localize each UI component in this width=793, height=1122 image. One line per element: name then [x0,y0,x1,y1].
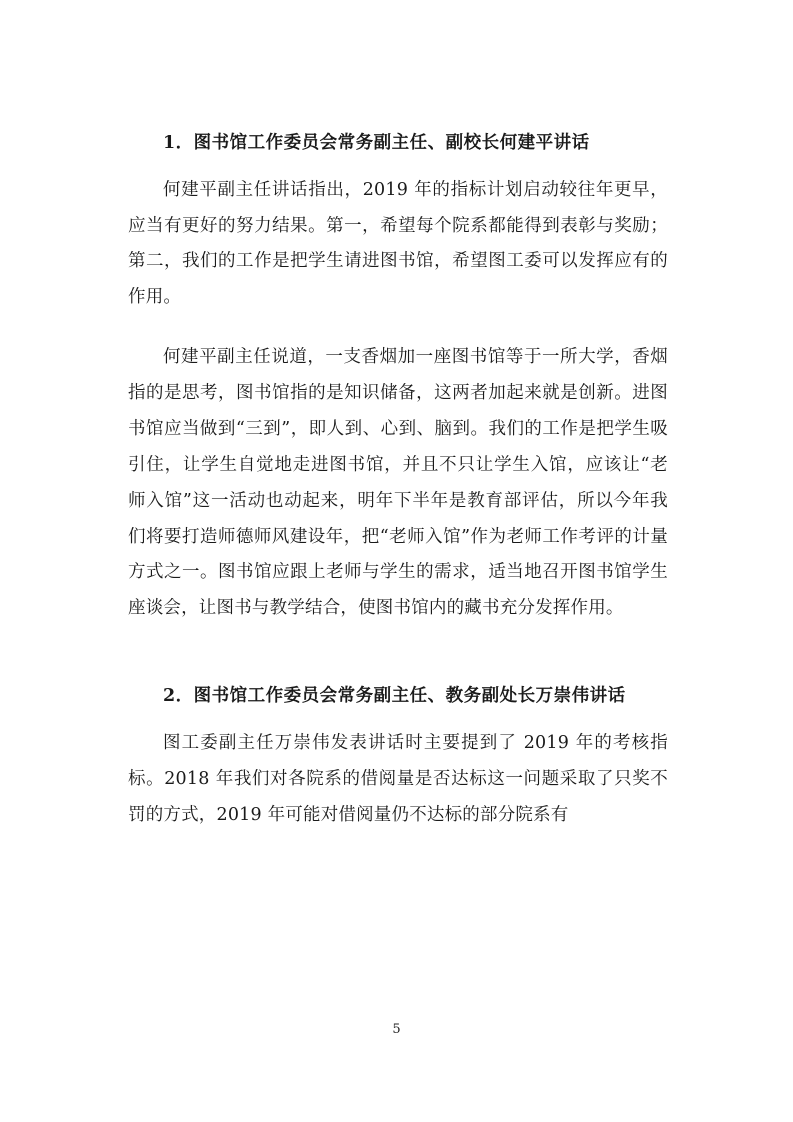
paragraph: 图工委副主任万崇伟发表讲话时主要提到了 2019 年的考核指标。2018 年我们对各院系的借阅量是否达标这一问题采取了只奖不罚的方式，2019 年可能对借阅量仍不达标的部分院系有 [128,732,668,825]
paragraph: 何建平副主任讲话指出，2019 年的指标计划启动较往年更早，应当有更好的努力结果。第一，希望每个院系都能得到表彰与奖励；第二，我们的工作是把学生请进图书馆，希望图工委可以发挥应有的作用。 [128,179,668,308]
paragraph-spacer [128,324,668,340]
section-heading-2: 2．图书馆工作委员会常务副主任、教务副处长万崇伟讲话 [163,686,626,707]
page-content [128,128,668,841]
page-number: 5 [392,1022,401,1037]
paragraph: 何建平副主任说道，一支香烟加一座图书馆等于一所大学，香烟指的是思考，图书馆指的是知识储备，这两者加起来就是创新。进图书馆应当做到“三到”，即人到、心到、脑到。我们的工作是把学生吸引住，让学生自觉地走进图书馆，并且不只让学生入馆，应该让“老师入馆”这一活动也动起来，明年下半年是教育部评估，所以今年我们将要打造师德师风建设年，把“老师入馆”作为老师工作考评的计量方式之一。图书馆应跟上老师与学生的需求，适当地召开图书馆学生座谈会，让图书与教学结合，使图书馆内的藏书充分发挥作用。 [128,347,668,619]
section-heading-1: 1．图书馆工作委员会常务副主任、副校长何建平讲话 [163,133,590,153]
section-spacer [128,635,668,681]
